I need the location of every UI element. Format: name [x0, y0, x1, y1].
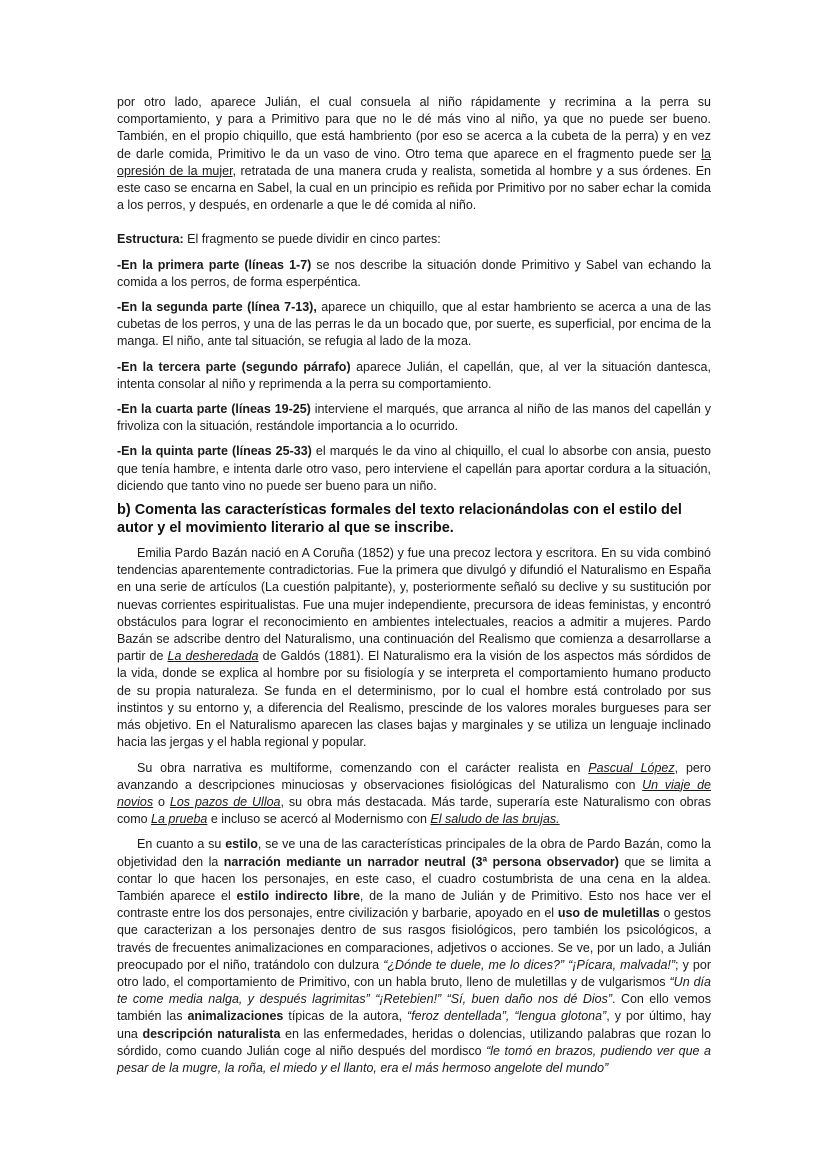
structure-label: Estructura: — [117, 232, 184, 247]
quote: “Un día te come media nalga, y después lagrimitas” “¡Retebien!” “Sí, buen daño nos dé Dios” — [117, 974, 711, 1007]
structure-part-2: -En la segunda parte (línea 7-13), aparece un chiquillo, que al estar hambriento se acerca a una de las cubetas de los perros, y una de las perras le da un bocado que, por suerte, es superficial, por encima de la manga. El niño, ante tal situación, se refugia al lado de la moza. — [117, 300, 711, 349]
work-title: Pascual López — [588, 760, 675, 775]
work-title: La desheredada — [167, 649, 259, 664]
structure-part-4: -En la cuarta parte (líneas 19-25) interviene el marqués, que arranca al niño de las manos del capellán y frivoliza con la situación, restándole importancia a lo ocurrido. — [117, 402, 711, 434]
intro-paragraph: por otro lado, aparece Julián, el cual consuela al niño rápidamente y recrimina a la perra su comportamiento, y para a Primitivo para que no le dé más vino al niño, ya que no puede ser bueno. También, en el propio chiquillo, que está hambriento (por eso se acerca a la cubeta de la perra) y en vez de darle comida, Primitivo le da un vaso de vino. Otro tema que aparece en el fragmento puede ser la opresión de la mujer, retratada de una manera cruda y realista, sometida al hombre y a sus órdenes. En este caso se encarna en Sabel, la cual en un principio es reñida por Primitivo por no saber echar la comida a los perros, y después, en ordenarle a que le dé comida al niño. — [117, 95, 711, 213]
work-title: La prueba — [151, 812, 208, 827]
structure-part-1: -En la primera parte (líneas 1-7) se nos describe la situación donde Primitivo y Sabel van echando la comida a los perros, de forma esperpéntica. — [117, 257, 711, 289]
structure-part-5: -En la quinta parte (líneas 25-33) el marqués le da vino al chiquillo, el cual lo absorbe con ansia, puesto que tenía hambre, e intenta darle otro vaso, pero interviene el capellán para aportar cordura a la situación, diciendo que tanto vino no puede ser bueno para un niño. — [117, 444, 712, 493]
quote: “le tomó en brazos, pudiendo ver que a pesar de la mugre, la roña, el miedo y el llanto, era el más hermoso angelote del mundo” — [117, 1043, 711, 1075]
style-paragraph: En cuanto a su estilo, se ve una de las características principales de la obra de Pardo Bazán, como la objetividad den la narración mediante un narrador neutral (3ª persona observador) que se limita a contar lo que hacen los personajes, en este caso, el cuadro costumbrista de una cena en la aldea. También aparece el estilo indirecto libre, de la mano de Julián y de Primitivo. Esto nos hace ver el contraste entre los dos personajes, entre civilización y barbarie, apoyado en el uso de muletillas o gestos que caracterizan a los personajes dentro de sus rasgos fisiológicos, pero también los psicológicos, a través de frecuentes animalizaciones en comparaciones, adjetivos o acciones. Se ve, por un lado, a Julián preocupado por el niño, tratándolo con dulzura “¿Dónde te duele, me lo dices?” “¡Pícara, malvada!”; y por otro lado, el comportamiento de Primitivo, con un habla bruto, lleno de muletillas y de vulgarismos “Un día te come media nalga, y después lagrimitas” “¡Retebien!” “Sí, buen daño nos dé Dios”. Con ello vemos también las animalizaciones típicas de la autora, “feroz dentellada”, “lengua glotona”, y por último, hay una descripción naturalista en las enfermedades, heridas o dolencias, utilizando palabras que rozan lo sórdido, como cuando Julián coge al niño después del mordisco “le tomó en brazos, pudiendo ver que a pesar de la mugre, la roña, el miedo y el llanto, era el más hermoso angelote del mundo” — [117, 837, 711, 1075]
structure-part-3: -En la tercera parte (segundo párrafo) aparece Julián, el capellán, que, al ver la situación dantesca, intenta consolar al niño y reprimenda a la perra su comportamiento. — [117, 359, 711, 391]
works-paragraph: Su obra narrativa es multiforme, comenzando con el carácter realista en Pascual López, pero avanzando a descripciones minuciosas y observaciones fisiológicas del Naturalismo con Un viaje de novios o Los pazos de Ulloa, su obra más destacada. Más tarde, superaría este Naturalismo con obras como La prueba e incluso se acercó al Modernismo con El saludo de las brujas. — [117, 760, 712, 827]
quote: “¿Dónde te duele, me lo dices?” “¡Pícara, malvada!” — [383, 957, 676, 972]
work-title: Los pazos de Ulloa — [169, 794, 281, 809]
structure-intro: Estructura: El fragmento se puede dividir en cinco partes: — [117, 232, 441, 247]
section-b-heading: b) Comenta las características formales del texto relacionándolas con el estilo del autor y el movimiento literario al que se inscribe. — [117, 502, 682, 537]
work-title: Un viaje de novios — [117, 777, 712, 809]
document-page — [117, 94, 711, 1077]
work-title: El saludo de las brujas. — [430, 812, 560, 827]
author-paragraph: Emilia Pardo Bazán nació en A Coruña (1852) y fue una precoz lectora y escritora. En su vida combinó tendencias aparentemente contradictorias. Fue la primera que divulgó y difundió el Naturalismo en España en una serie de artículos (La cuestión palpitante), y, posteriormente señaló su declive y su sustitución por nuevas corrientes espiritualistas. Fue una mujer independiente, precursora de ideas feministas, y encontró obstáculos para lograr el reconocimiento en ambientes intelectuales, reacios a admitir a mujeres. Pardo Bazán se adscribe dentro del Naturalismo, una continuación del Realismo que comienza a desarrollarse a partir de La desheredada de Galdós (1881). El Naturalismo era la visión de los aspectos más sórdidos de la vida, donde se explica al hombre por su fisiología y se interpreta el comportamiento humano producto de su propia naturaleza. Se funda en el determinismo, por lo cual el hombre está controlado por sus instintos y su entorno y, a diferencia del Realismo, prescinde de los valores morales burgueses para ser más objetivo. En el Naturalismo aparecen las clases bajas y marginales y se utiliza un lenguaje inclinado hacia las jergas y el habla regional y popular. — [117, 546, 711, 750]
underlined-theme: la opresión de la mujer — [117, 146, 711, 178]
quote: “feroz dentellada”, “lengua glotona” — [407, 1009, 607, 1024]
